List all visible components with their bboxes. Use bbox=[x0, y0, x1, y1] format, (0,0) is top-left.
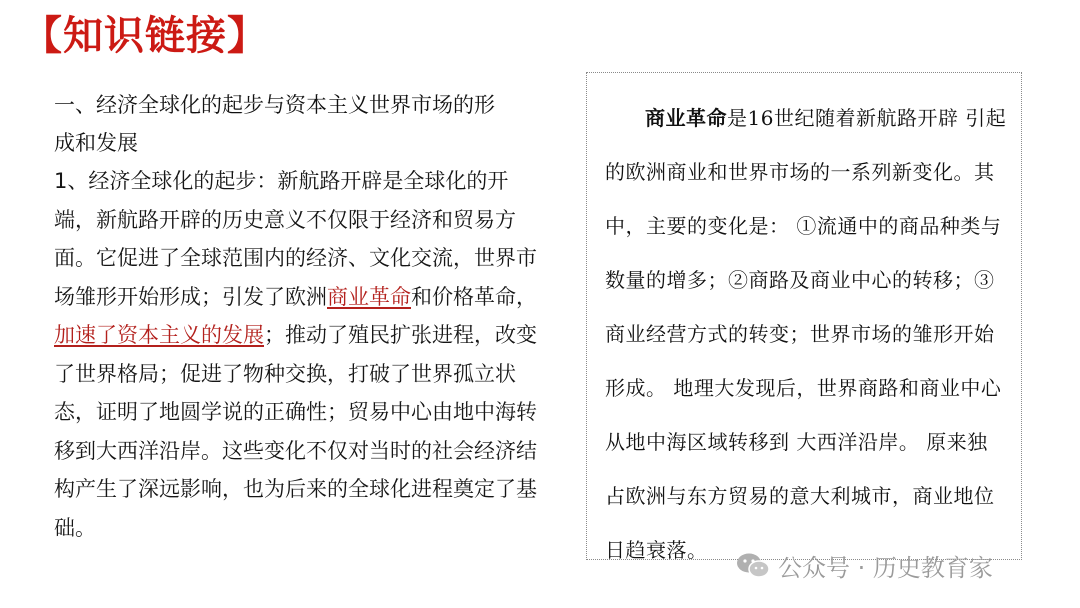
definition-body: 是16世纪随着新航路开辟 引起的欧洲商业和世界市场的一系列新变化。其中，主要的变化是： ①流通中的商品种类与数量的增多；②商路及商业中心的转移；③商业经营方式的转变；世界市场的雏形开始形成。 地理大发现后，世界商路和商业中心从地中海区域转移到 大西洋沿岸。 原来独占欧洲与东方贸易的意大利城市，商业地位日趋衰落。 bbox=[605, 106, 1007, 562]
highlight-commercial-revolution: 商业革命 bbox=[327, 284, 411, 309]
highlight-capitalism-development: 加速了资本主义的发展 bbox=[54, 323, 264, 347]
body-paragraph bbox=[54, 162, 540, 547]
definition-term: 商业革命 bbox=[645, 106, 727, 130]
main-content bbox=[54, 86, 540, 547]
body-text-part2: 和价格革命， bbox=[411, 284, 537, 309]
section-heading-line2: 成和发展 bbox=[54, 131, 138, 155]
subheading: 1、经济全球化的起步： bbox=[54, 169, 278, 193]
slide-title: 【知识链接】 bbox=[22, 13, 268, 59]
definition-box bbox=[586, 72, 1022, 560]
watermark bbox=[736, 548, 993, 583]
watermark-text: 公众号 · 历史教育家 bbox=[778, 554, 993, 582]
definition-text bbox=[605, 91, 1007, 577]
section-heading bbox=[54, 86, 540, 162]
section-heading-line1: 一、经济全球化的起步与资本主义世界市场的形 bbox=[54, 93, 495, 117]
body-text-part3: ；推动了殖民扩张进程，改变了世界格局；促进了物种交换，打破了世界孤立状态，证明了地圆学说的正确性；贸易中心由地中海转移到大西洋沿岸。这些变化不仅对当时的社会经济结构产生了深远影响，也为后来的全球化进程奠定了基础。 bbox=[54, 323, 537, 540]
body-text-part1: 新航路开辟是全球化的开端，新航路开辟的历史意义不仅限于经济和贸易方面。它促进了全球范围内的经济、文化交流，世界市场雏形开始形成；引发了欧洲 bbox=[54, 169, 537, 309]
wechat-icon bbox=[736, 552, 770, 580]
